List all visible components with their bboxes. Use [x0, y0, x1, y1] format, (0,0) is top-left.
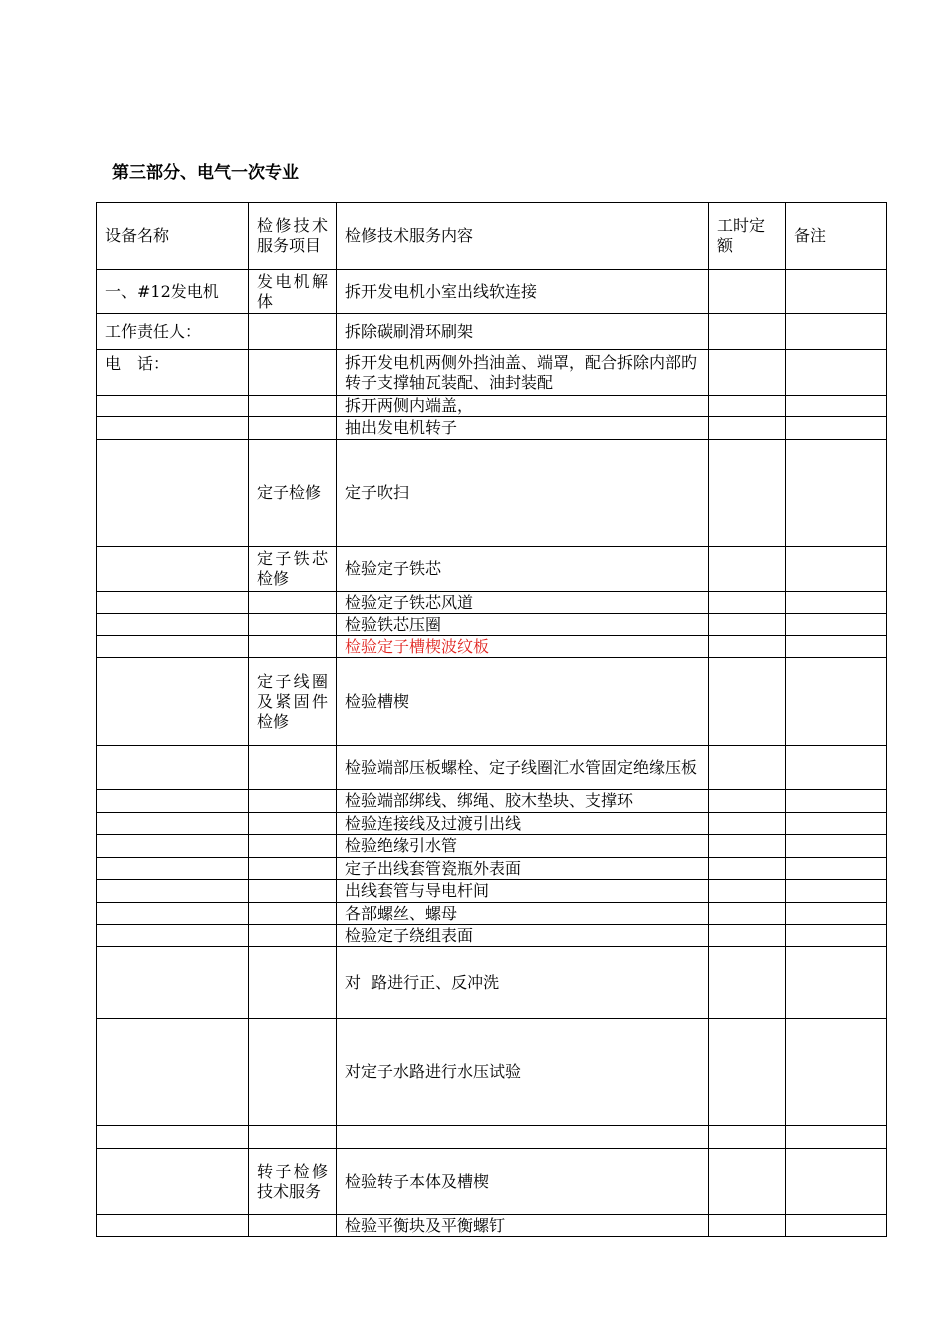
content-cell: 检验定子铁芯风道	[337, 592, 709, 614]
quota-cell	[709, 440, 786, 547]
table-row	[97, 903, 887, 925]
equipment-cell	[97, 1215, 249, 1237]
project-cell	[249, 592, 337, 614]
equipment-cell: 工作责任人：	[97, 314, 249, 350]
content-cell	[337, 1126, 709, 1149]
quota-cell	[709, 813, 786, 835]
equipment-cell	[97, 547, 249, 592]
quota-cell	[709, 270, 786, 314]
equipment-cell	[97, 440, 249, 547]
content-cell: 检验绝缘引水管	[337, 835, 709, 858]
remarks-cell	[786, 1215, 887, 1237]
quota-cell	[709, 1215, 786, 1237]
content-cell: 检验连接线及过渡引出线	[337, 813, 709, 835]
remarks-cell	[786, 880, 887, 903]
equipment-cell: 一、#12发电机	[97, 270, 249, 314]
content-cell: 检验平衡块及平衡螺钉	[337, 1215, 709, 1237]
content-cell: 检验端部压板螺栓、定子线圈汇水管固定绝缘压板	[337, 746, 709, 790]
quota-cell	[709, 790, 786, 813]
equipment-cell	[97, 1149, 249, 1215]
equipment-cell	[97, 813, 249, 835]
content-cell-highlighted: 检验定子槽楔波纹板	[337, 636, 709, 658]
quota-cell	[709, 658, 786, 746]
remarks-cell	[786, 440, 887, 547]
project-cell: 定子线圈及紧固件检修	[249, 658, 337, 746]
remarks-cell	[786, 903, 887, 925]
project-cell	[249, 858, 337, 880]
content-cell: 定子出线套管瓷瓶外表面	[337, 858, 709, 880]
table-header-row	[97, 203, 887, 270]
quota-cell	[709, 858, 786, 880]
equipment-cell	[97, 880, 249, 903]
table-row	[97, 440, 887, 547]
table-row	[97, 658, 887, 746]
equipment-cell	[97, 1019, 249, 1126]
quota-cell	[709, 1019, 786, 1126]
remarks-cell	[786, 547, 887, 592]
header-content: 检修技术服务内容	[337, 203, 709, 270]
content-cell: 拆开发电机两侧外挡油盖、端罩，配合拆除内部旳转子支撑轴瓦装配、油封装配	[337, 350, 709, 396]
equipment-cell	[97, 790, 249, 813]
remarks-cell	[786, 658, 887, 746]
remarks-cell	[786, 1126, 887, 1149]
equipment-cell	[97, 417, 249, 440]
content-cell: 检验转子本体及槽楔	[337, 1149, 709, 1215]
project-cell	[249, 835, 337, 858]
table-row	[97, 592, 887, 614]
content-cell: 检验槽楔	[337, 658, 709, 746]
content-cell: 抽出发电机转子	[337, 417, 709, 440]
quota-cell	[709, 1149, 786, 1215]
table-row	[97, 1149, 887, 1215]
quota-cell	[709, 835, 786, 858]
content-cell: 出线套管与导电杆间	[337, 880, 709, 903]
content-cell: 拆开发电机小室出线软连接	[337, 270, 709, 314]
remarks-cell	[786, 947, 887, 1019]
equipment-cell	[97, 835, 249, 858]
header-equipment: 设备名称	[97, 203, 249, 270]
project-cell	[249, 880, 337, 903]
quota-cell	[709, 903, 786, 925]
equipment-cell: 电 话：	[97, 350, 249, 396]
remarks-cell	[786, 835, 887, 858]
equipment-cell	[97, 903, 249, 925]
table-row	[97, 947, 887, 1019]
quota-cell	[709, 880, 786, 903]
content-cell: 拆除碳刷滑环刷架	[337, 314, 709, 350]
remarks-cell	[786, 813, 887, 835]
project-cell: 转子检修技术服务	[249, 1149, 337, 1215]
table-row	[97, 350, 887, 396]
quota-cell	[709, 746, 786, 790]
project-cell	[249, 813, 337, 835]
project-cell	[249, 790, 337, 813]
table-row	[97, 790, 887, 813]
maintenance-table	[96, 202, 887, 1237]
header-project: 检修技术服务项目	[249, 203, 337, 270]
table-row	[97, 925, 887, 947]
table-row	[97, 1019, 887, 1126]
table-row	[97, 813, 887, 835]
content-cell: 对定子水路进行水压试验	[337, 1019, 709, 1126]
content-cell: 对 路进行正、反冲洗	[337, 947, 709, 1019]
quota-cell	[709, 925, 786, 947]
content-cell: 各部螺丝、螺母	[337, 903, 709, 925]
project-cell: 发电机解体	[249, 270, 337, 314]
table-row	[97, 614, 887, 636]
project-cell	[249, 903, 337, 925]
equipment-cell	[97, 1126, 249, 1149]
project-cell	[249, 947, 337, 1019]
project-cell	[249, 417, 337, 440]
project-cell	[249, 925, 337, 947]
project-cell	[249, 746, 337, 790]
table-row	[97, 1126, 887, 1149]
quota-cell	[709, 614, 786, 636]
remarks-cell	[786, 270, 887, 314]
remarks-cell	[786, 614, 887, 636]
project-cell	[249, 396, 337, 417]
section-title: 第三部分、电气一次专业	[112, 163, 299, 183]
equipment-cell	[97, 636, 249, 658]
quota-cell	[709, 947, 786, 1019]
header-remarks: 备注	[786, 203, 887, 270]
equipment-cell	[97, 614, 249, 636]
remarks-cell	[786, 636, 887, 658]
table-row	[97, 1215, 887, 1237]
table-row	[97, 880, 887, 903]
equipment-cell	[97, 947, 249, 1019]
quota-cell	[709, 350, 786, 396]
remarks-cell	[786, 1149, 887, 1215]
equipment-cell	[97, 658, 249, 746]
content-cell: 检验铁芯压圈	[337, 614, 709, 636]
remarks-cell	[786, 925, 887, 947]
remarks-cell	[786, 858, 887, 880]
project-cell: 定子检修	[249, 440, 337, 547]
remarks-cell	[786, 592, 887, 614]
table-row	[97, 417, 887, 440]
project-cell	[249, 314, 337, 350]
remarks-cell	[786, 396, 887, 417]
project-cell	[249, 1215, 337, 1237]
content-cell: 拆开两侧内端盖，	[337, 396, 709, 417]
quota-cell	[709, 547, 786, 592]
equipment-cell	[97, 746, 249, 790]
remarks-cell	[786, 790, 887, 813]
remarks-cell	[786, 1019, 887, 1126]
content-cell: 检验定子铁芯	[337, 547, 709, 592]
equipment-cell	[97, 396, 249, 417]
header-quota: 工时定额	[709, 203, 786, 270]
content-cell: 定子吹扫	[337, 440, 709, 547]
quota-cell	[709, 417, 786, 440]
project-cell	[249, 1019, 337, 1126]
equipment-cell	[97, 592, 249, 614]
table-row	[97, 636, 887, 658]
table-row	[97, 314, 887, 350]
quota-cell	[709, 1126, 786, 1149]
project-cell	[249, 1126, 337, 1149]
remarks-cell	[786, 417, 887, 440]
quota-cell	[709, 592, 786, 614]
equipment-cell	[97, 858, 249, 880]
project-cell	[249, 614, 337, 636]
table-row	[97, 396, 887, 417]
table-row	[97, 746, 887, 790]
remarks-cell	[786, 350, 887, 396]
project-cell: 定子铁芯检修	[249, 547, 337, 592]
remarks-cell	[786, 314, 887, 350]
remarks-cell	[786, 746, 887, 790]
quota-cell	[709, 636, 786, 658]
table-row	[97, 858, 887, 880]
content-cell: 检验定子绕组表面	[337, 925, 709, 947]
project-cell	[249, 350, 337, 396]
quota-cell	[709, 314, 786, 350]
quota-cell	[709, 396, 786, 417]
table-row	[97, 835, 887, 858]
content-cell: 检验端部绑线、绑绳、胶木垫块、支撑环	[337, 790, 709, 813]
project-cell	[249, 636, 337, 658]
table-row	[97, 547, 887, 592]
equipment-cell	[97, 925, 249, 947]
table-row	[97, 270, 887, 314]
